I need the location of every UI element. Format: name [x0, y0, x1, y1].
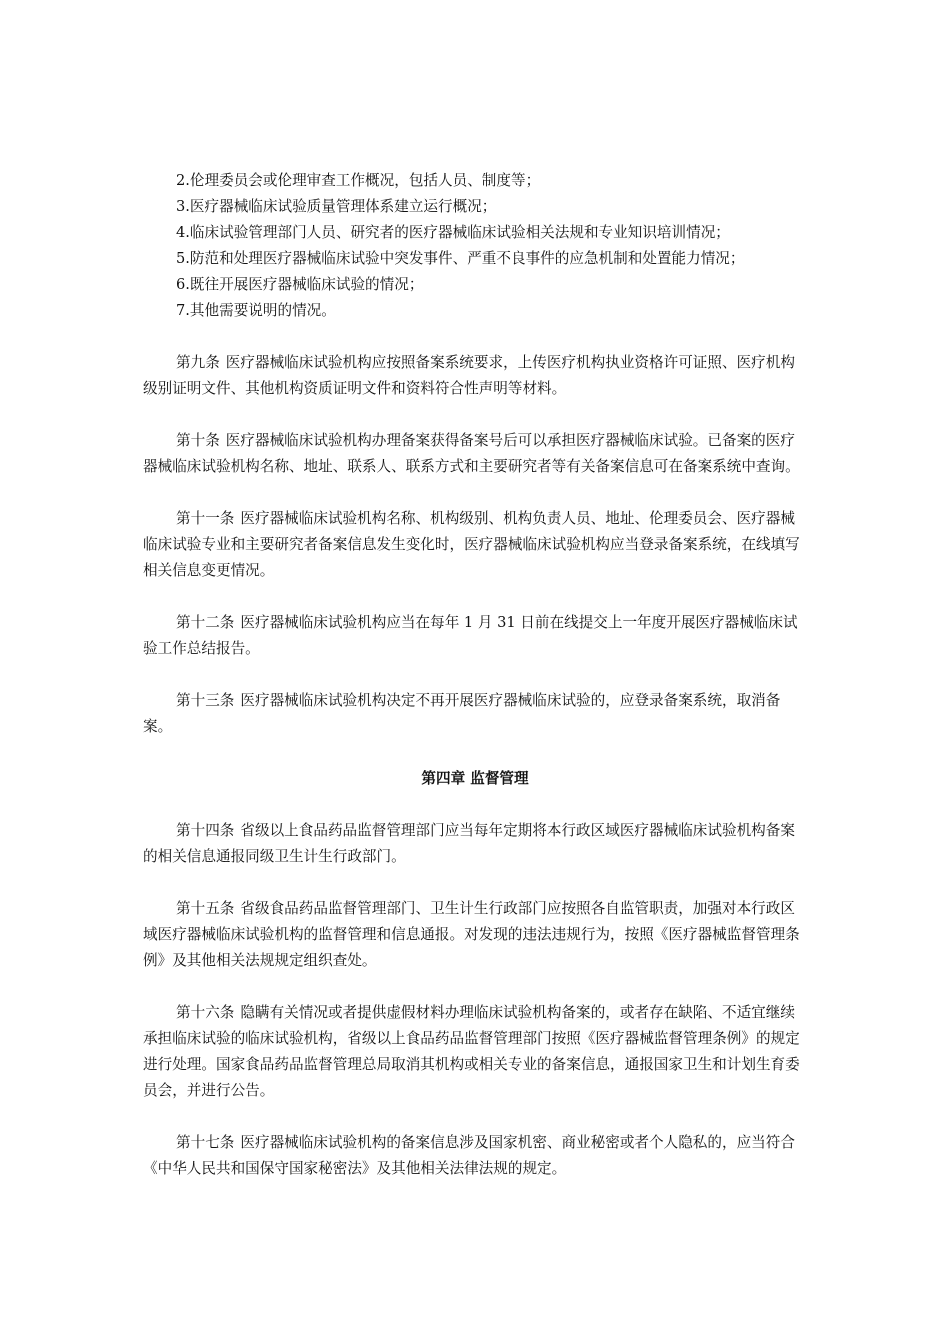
list-item: 7.其他需要说明的情况。 [176, 302, 336, 319]
article-label: 第十一条 [176, 510, 235, 527]
article-label: 第十六条 [176, 1004, 235, 1021]
article-label: 第十五条 [176, 900, 235, 917]
list-item: 2.伦理委员会或伦理审查工作概况，包括人员、制度等； [176, 172, 541, 189]
article-9 [143, 350, 807, 402]
article-text: 隐瞒有关情况或者提供虚假材料办理临床试验机构备案的，或者存在缺陷、不适宜继续承担临床试验的临床试验机构，省级以上食品药品监督管理部门按照《医疗器械监督管理条例》的规定进行处理。国家食品药品监督管理总局取消其机构或相关专业的备案信息，通报国家卫生和计划生育委员会，并进行公告。 [143, 1004, 800, 1099]
article-label: 第十七条 [176, 1134, 235, 1151]
list-item: 6.既往开展医疗器械临床试验的情况； [176, 276, 424, 293]
article-text: 省级食品药品监督管理部门、卫生计生行政部门应按照各自监管职责，加强对本行政区域医疗器械临床试验机构的监督管理和信息通报。对发现的违法违规行为，按照《医疗器械监督管理条例》及其他相关法规规定组织查处。 [143, 900, 800, 969]
article-text: 医疗器械临床试验机构应当在每年 1 月 31 日前在线提交上一年度开展医疗器械临床试验工作总结报告。 [143, 614, 798, 657]
article-label: 第十条 [176, 432, 220, 449]
article-label: 第九条 [176, 354, 220, 371]
article-text: 省级以上食品药品监督管理部门应当每年定期将本行政区域医疗器械临床试验机构备案的相关信息通报同级卫生计生行政部门。 [143, 822, 795, 865]
list-item: 3.医疗器械临床试验质量管理体系建立运行概况； [176, 198, 497, 215]
article-label: 第十二条 [176, 614, 235, 631]
article-text: 医疗器械临床试验机构名称、机构级别、机构负责人员、地址、伦理委员会、医疗器械临床试验专业和主要研究者备案信息发生变化时，医疗器械临床试验机构应当登录备案系统，在线填写相关信息变更情况。 [143, 510, 800, 579]
requirements-list [143, 168, 807, 324]
article-label: 第十三条 [176, 692, 235, 709]
article-10 [143, 428, 807, 480]
article-text: 医疗器械临床试验机构决定不再开展医疗器械临床试验的，应登录备案系统，取消备案。 [143, 692, 781, 735]
article-17 [143, 1130, 807, 1182]
article-14 [143, 818, 807, 870]
article-text: 医疗器械临床试验机构的备案信息涉及国家机密、商业秘密或者个人隐私的，应当符合《中华人民共和国保守国家秘密法》及其他相关法律法规的规定。 [143, 1134, 795, 1177]
article-text: 医疗器械临床试验机构应按照备案系统要求，上传医疗机构执业资格许可证照、医疗机构级别证明文件、其他机构资质证明文件和资料符合性声明等材料。 [143, 354, 795, 397]
document-page [143, 168, 807, 1182]
article-15 [143, 896, 807, 974]
article-12 [143, 610, 807, 662]
article-13 [143, 688, 807, 740]
list-item: 5.防范和处理医疗器械临床试验中突发事件、严重不良事件的应急机制和处置能力情况； [176, 250, 745, 267]
list-item: 4.临床试验管理部门人员、研究者的医疗器械临床试验相关法规和专业知识培训情况； [176, 224, 730, 241]
article-11 [143, 506, 807, 584]
article-16 [143, 1000, 807, 1104]
article-text: 医疗器械临床试验机构办理备案获得备案号后可以承担医疗器械临床试验。已备案的医疗器械临床试验机构名称、地址、联系人、联系方式和主要研究者等有关备案信息可在备案系统中查询。 [143, 432, 800, 475]
article-label: 第十四条 [176, 822, 235, 839]
chapter-heading: 第四章 监督管理 [421, 770, 529, 787]
